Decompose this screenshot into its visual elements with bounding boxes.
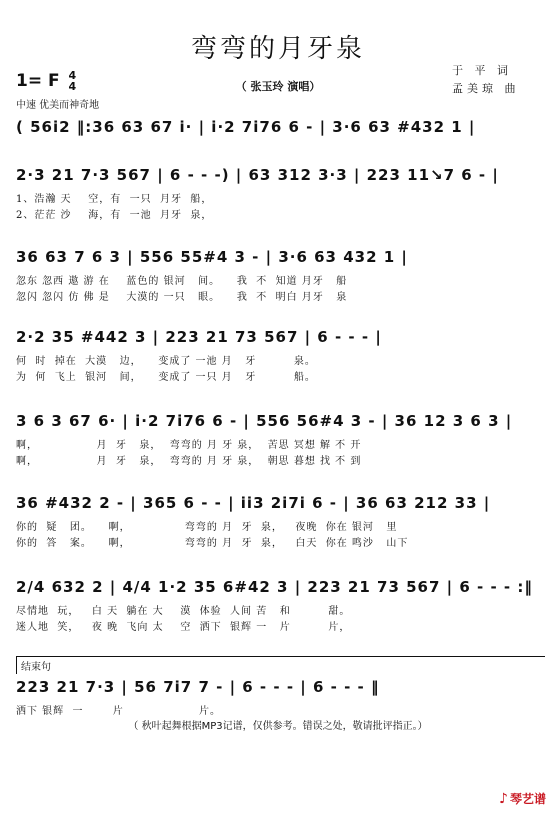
lyrics-verse-2: 忽闪 忽闪 仿 佛 是 大漠的 一只 眼。 我 不 明白 月牙 泉 — [16, 292, 348, 303]
meter-top: 4 — [68, 69, 77, 82]
notation: 36 63 7 6 3 | 556 55#4 3 - | 3·6 63 432 1 | — [16, 248, 408, 266]
tempo-marking: 中速 优美而神奇地 — [16, 100, 100, 111]
lyrics-verse-1: 尽情地 玩， 白 天 躺在 大 漠 体验 人间 苦 和 甜。 — [16, 606, 351, 617]
lyrics-verse-2: 啊， 月 牙 泉， 弯弯的 月 牙 泉， 朝思 暮想 找 不 到 — [16, 456, 362, 467]
lyrics-verse-1: 何 时 掉在 大漠 边， 变成了 一池 月 牙 泉。 — [16, 356, 316, 367]
lyrics-verse-2: 你的 答 案。 啊， 弯弯的 月 牙 泉， 白天 你在 鸣沙 山下 — [16, 538, 409, 549]
transcription-note: （ 秋叶起舞根据MP3记谱，仅供参考。错误之处，敬请批评指正。） — [128, 721, 428, 732]
logo-icon: ♪ — [499, 791, 508, 807]
notation: 3 6 3 67 6· | i·2 7i76 6 - | 556 56#4 3 - | 36 12 3 6 3 | — [16, 412, 513, 430]
page-title: 弯弯的月牙泉 — [190, 34, 365, 64]
notation: 2·2 35 #442 3 | 223 21 73 567 | 6 - - - | — [16, 328, 382, 346]
notation: 2/4 632 2 | 4/4 1·2 35 6#42 3 | 223 21 73 567 | 6 - - - :‖ — [16, 578, 533, 596]
score-line — [0, 328, 556, 406]
lyrics-verse-1: 忽东 忽西 遨 游 在 蓝色的 银河 间。 我 不 知道 月牙 船 — [16, 276, 348, 287]
lyrics-verse-2: 迷人地 笑， 夜 晚 飞向 太 空 洒下 银辉 一 片 片， — [16, 622, 351, 633]
lyrics-verse-2: 为 何 飞上 银河 间， 变成了 一只 月 牙 船。 — [16, 372, 316, 383]
notation: ( 56i2 ‖:36 63 67 i· | i·2 7i76 6 - | 3·6 63 #432 1 | — [16, 118, 476, 136]
lyrics-verse-1: 啊， 月 牙 泉， 弯弯的 月 牙 泉， 苦思 冥想 解 不 开 — [16, 440, 362, 451]
lyrics-verse-1: 1、浩瀚 天 空，有 一只 月牙 船， — [16, 194, 213, 205]
lyrics-verse-2: 2、茫茫 沙 海，有 一池 月牙 泉， — [16, 210, 213, 221]
score-line — [0, 494, 556, 572]
score-line — [0, 166, 556, 244]
composer-credit: 孟美琼 曲 — [452, 82, 520, 95]
score-line — [0, 248, 556, 326]
score-line — [0, 412, 556, 490]
singer-credit: （ 张玉玲 演唱） — [235, 80, 321, 93]
ending-label: 结束句 — [16, 656, 545, 674]
site-logo — [499, 790, 546, 807]
logo-text: 琴艺谱 — [509, 792, 546, 806]
meter-bottom: 4 — [68, 80, 77, 93]
lyricist-credit: 于 平 词 — [452, 64, 512, 77]
score-line — [0, 578, 556, 656]
key-text: 1= F — [16, 71, 60, 91]
lyrics-verse-1: 洒下 银辉 一 片 片。 — [16, 706, 222, 717]
notation: 2·3 21 7·3 567 | 6 - - -) | 63 312 3·3 | 223 11↘7 6 - | — [16, 166, 499, 184]
notation: 223 21 7·3 | 56 7i7 7 - | 6 - - - | 6 - - - ‖ — [16, 678, 380, 696]
lyrics-verse-1: 你的 疑 团。 啊， 弯弯的 月 牙 泉， 夜晚 你在 银河 里 — [16, 522, 398, 533]
notation: 36 #432 2 - | 365 6 - - | ii3 2i7i 6 - | 36 63 212 33 | — [16, 494, 491, 512]
